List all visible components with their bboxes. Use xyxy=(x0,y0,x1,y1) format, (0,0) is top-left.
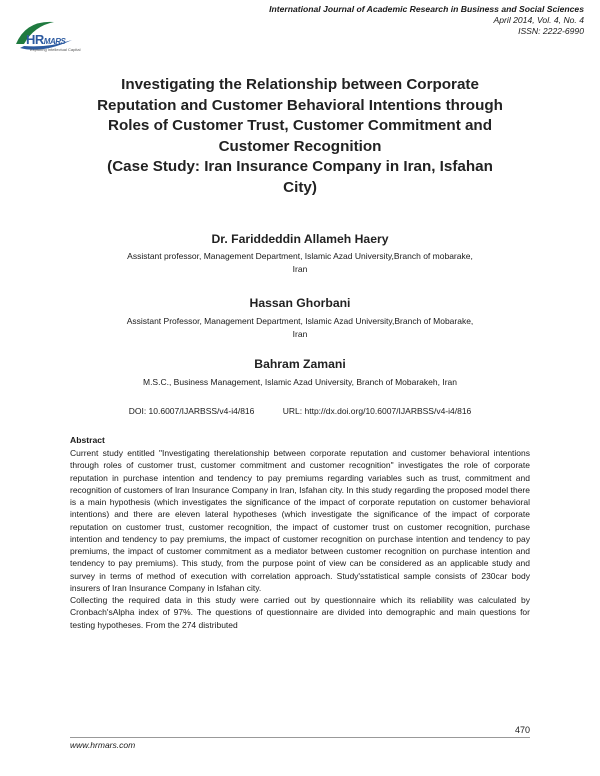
abstract-paragraph: Current study entitled "Investigating therelationship between corporate reputation and customer behavioral intentions through roles of customer trust, customer commitment and customer recognition" investigates the role of corporate reputation in purchase intention and tendency to pay premiums regarding variables such as trust, commitment and recognition of customers of Iran Insurance Company in Iran, Isfahan city. In this study regarding the proposed model there is a main hypothesis (which investigates the significance of the impact of corporate reputation on customer behavioral intentions) and there are eleven lateral hypotheses (which investigate the significance of the impact of corporate reputation on customer trust, customer recognition, the impact of customer trust on customer recognition, purchase intention and tendency to pay premiums, the impact of customer recognition on purchase intention and tendency to pay premiums, the impact of customer commitment as a mediator between customer recognition on purchase intention and tendency to pay premiums). This study, from the purpose point of view can be considered as an applicable study and survey in terms of method of execution with correlation approach. Study'sstatistical sample consists of 230car body insurers of Iran Insurance Company in Isfahan city. xyxy=(70,448,530,593)
doi-line xyxy=(0,406,600,416)
author-name: Dr. Fariddeddin Allameh Haery xyxy=(211,232,389,246)
abstract-paragraph: Collecting the required data in this study were carried out by questionnaire which its reliability was calculated by Cronbach'sAlpha index of 97%. The questions of questionnaire are divided into demographic and main questions for testing hypotheses. From the 274 distributed xyxy=(70,595,530,630)
logo-wordmark: HRMARS xyxy=(26,32,66,47)
logo-tagline: Exploring Intellectual Capital xyxy=(30,47,81,52)
author-name: Bahram Zamani xyxy=(254,357,346,371)
title-line: Customer Recognition xyxy=(218,137,382,155)
affiliation-line: Assistant professor, Management Department, Islamic Azad University,Branch of mobarake, xyxy=(127,251,473,261)
footer-url[interactable]: www.hrmars.com xyxy=(70,740,136,750)
author-name: Hassan Ghorbani xyxy=(249,296,351,310)
hrmars-logo xyxy=(12,14,82,58)
doi-url[interactable]: URL: http://dx.doi.org/10.6007/IJARBSS/v4-i4/816 xyxy=(282,406,472,416)
paper-title xyxy=(70,75,530,198)
footer-divider xyxy=(70,737,530,738)
doi-text: DOI: 10.6007/IJARBSS/v4-i4/816 xyxy=(128,406,255,416)
author-affiliation xyxy=(70,250,530,276)
title-line: (Case Study: Iran Insurance Company in Iran, Isfahan xyxy=(107,158,493,175)
title-line: Roles of Customer Trust, Customer Commitment and xyxy=(108,117,492,134)
journal-name: International Journal of Academic Research in Business and Social Sciences xyxy=(269,4,584,14)
author-affiliation xyxy=(70,376,530,389)
affiliation-line: Assistant Professor, Management Department, Islamic Azad University,Branch of Mobarake, xyxy=(126,316,474,326)
title-line: Investigating the Relationship between Corporate xyxy=(121,76,479,93)
abstract-heading: Abstract xyxy=(70,435,105,445)
page-number: 470 xyxy=(514,725,530,735)
title-line: Reputation and Customer Behavioral Intentions through xyxy=(97,96,503,114)
author-affiliation xyxy=(70,315,530,341)
affiliation-line: Iran xyxy=(292,329,308,339)
journal-issue: April 2014, Vol. 4, No. 4 xyxy=(493,15,584,25)
title-line: City) xyxy=(283,178,317,196)
abstract-body xyxy=(70,447,530,631)
affiliation-line: Iran xyxy=(292,264,308,274)
journal-header xyxy=(269,4,584,37)
journal-issn: ISSN: 2222-6990 xyxy=(518,26,584,36)
affiliation-line: M.S.C., Business Management, Islamic Azad University, Branch of Mobarakeh, Iran xyxy=(142,377,457,387)
